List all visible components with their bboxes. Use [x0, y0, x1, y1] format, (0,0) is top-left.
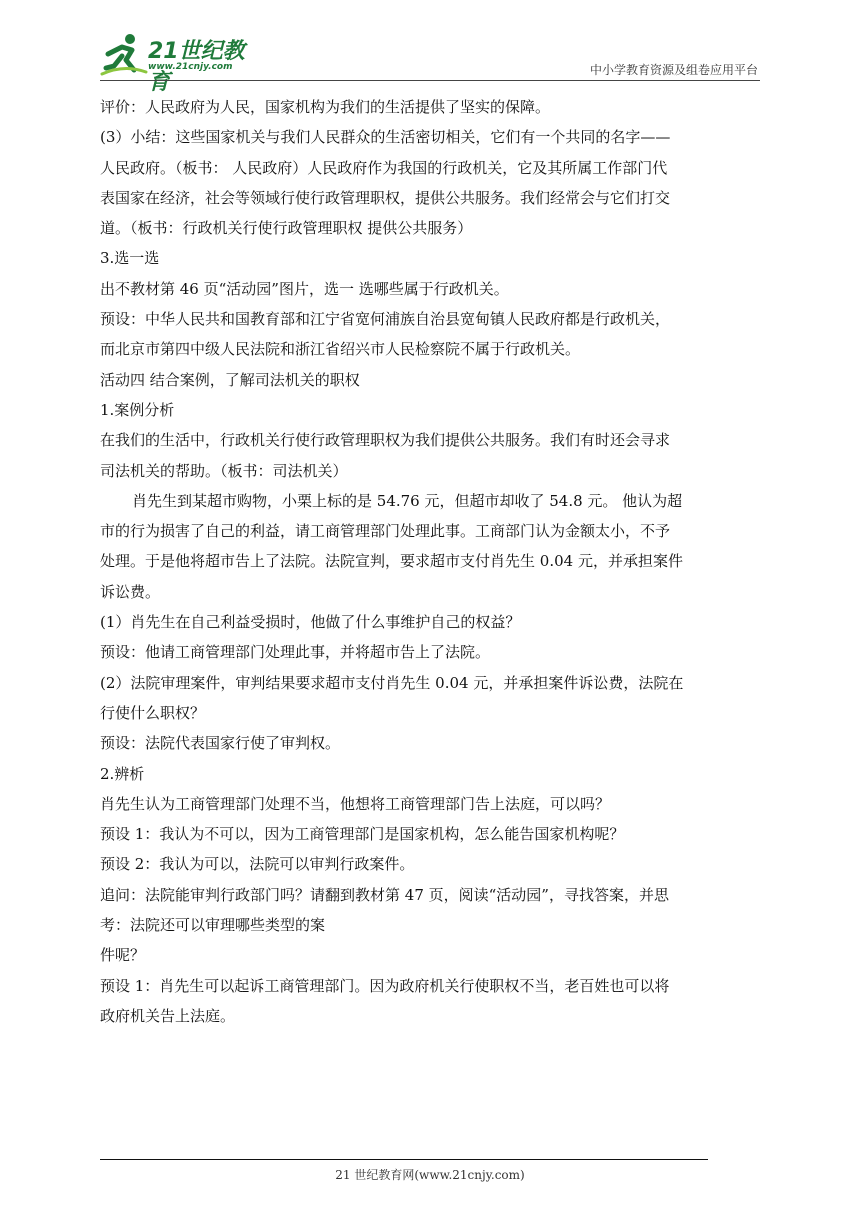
header-divider — [100, 80, 760, 81]
platform-title: 中小学教育资源及组卷应用平台 — [589, 63, 758, 77]
runner-logo-icon — [100, 30, 148, 78]
section-heading: 1.案例分析 — [100, 400, 175, 419]
case-text-line: 处理。于是他将超市告上了法院。法院宣判，要求超市支付肖先生 0.04 元，并承担案件 — [100, 552, 683, 571]
answer-line: 预设：法院代表国家行使了审判权。 — [100, 734, 341, 753]
text-line: 件呢？ — [100, 946, 146, 965]
text-line: 在我们的生活中，行政机关行使行政管理职权为我们提供公共服务。我们有时还会寻求 — [100, 431, 671, 450]
text-line: (3）小结：这些国家机关与我们人民群众的生活密切相关，它们有一个共同的名字—— — [100, 128, 671, 147]
text-line: 评价：人民政府为人民，国家机构为我们的生活提供了坚实的保障。 — [100, 98, 551, 116]
logo — [100, 30, 260, 95]
answer-line: 预设 2：我认为可以，法院可以审判行政案件。 — [100, 855, 415, 874]
text-line: 出不教材第 46 页“活动园”图片，选一 选哪些属于行政机关。 — [100, 279, 509, 298]
section-heading: 3.选一选 — [100, 249, 160, 268]
case-text-line: 诉讼费。 — [100, 582, 161, 601]
text-line: 而北京市第四中级人民法院和浙江省绍兴市人民检察院不属于行政机关。 — [100, 340, 581, 359]
question-line: 肖先生认为工商管理部门处理不当，他想将工商管理部门告上法庭，可以吗？ — [100, 794, 611, 813]
answer-line: 预设 1：我认为不可以，因为工商管理部门是国家机构，怎么能告国家机构呢？ — [100, 825, 625, 844]
answer-line: 政府机关告上法庭。 — [100, 1006, 236, 1025]
footer-divider — [100, 1159, 708, 1160]
logo-url: www.21cnjy.com — [148, 62, 233, 72]
logo-text: 21世纪教育 — [148, 39, 245, 95]
activity-heading: 活动四 结合案例，了解司法机关的职权 — [100, 370, 360, 389]
question-line: (1）肖先生在自己利益受损时，他做了什么事维护自己的权益？ — [100, 613, 521, 632]
text-line: 司法机关的帮助。（板书：司法机关） — [100, 461, 348, 480]
answer-line: 预设：他请工商管理部门处理此事，并将超市告上了法院。 — [100, 643, 491, 662]
page-footer: 21 世纪教育网(www.21cnjy.com) — [335, 1168, 525, 1182]
case-text-line: 肖先生到某超市购物，小栗上标的是 54.76 元，但超市却收了 54.8 元。 他认为超 — [132, 491, 683, 510]
text-line: 人民政府。（板书： 人民政府）人民政府作为我国的行政机关，它及其所属工作部门代 — [100, 158, 668, 177]
text-line: 考：法院还可以审理哪些类型的案 — [100, 916, 326, 935]
case-text-line: 市的行为损害了自己的利益，请工商管理部门处理此事。工商部门认为金额太小，不予 — [100, 522, 671, 541]
document-body — [100, 92, 762, 1031]
section-heading: 2.辨析 — [100, 764, 145, 783]
question-line: (2）法院审理案件，审判结果要求超市支付肖先生 0.04 元，并承担案件诉讼费，法院在 — [100, 673, 684, 692]
text-line: 道。（板书：行政机关行使行政管理职权 提供公共服务） — [100, 219, 473, 238]
text-line: 表国家在经济，社会等领域行使行政管理职权，提供公共服务。我们经常会与它们打交 — [100, 188, 671, 207]
question-line: 行使什么职权？ — [100, 703, 206, 722]
text-line: 追问：法院能审判行政部门吗？请翻到教材第 47 页，阅读“活动园”，寻找答案，并思 — [100, 885, 669, 904]
answer-line: 预设 1：肖先生可以起诉工商管理部门。因为政府机关行使职权不当，老百姓也可以将 — [100, 976, 670, 995]
page-header — [100, 30, 760, 95]
text-line: 预设：中华人民共和国教育部和江宁省宽何浦族自治县宽甸镇人民政府都是行政机关， — [100, 310, 671, 329]
